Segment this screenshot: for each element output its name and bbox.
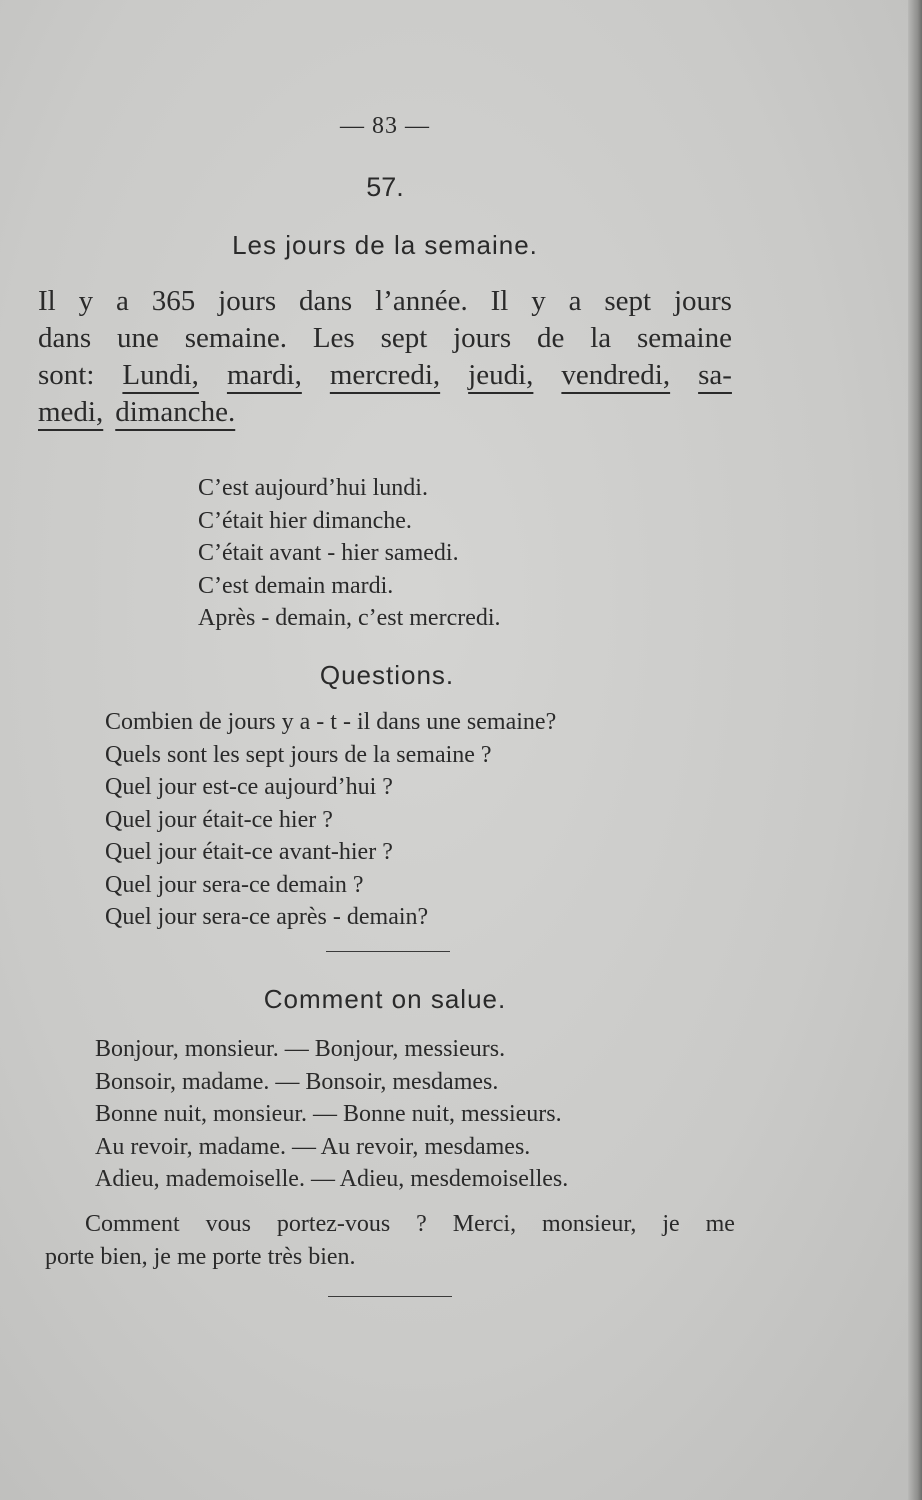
intro-word: sept: [604, 285, 652, 317]
intro-paragraph: [38, 283, 732, 431]
closing-word: vous: [205, 1211, 251, 1237]
day-jeudi: jeudi,: [468, 359, 534, 391]
closing-word: je: [662, 1211, 680, 1237]
closing-word: me: [705, 1211, 735, 1237]
intro-word: sont:: [38, 359, 95, 391]
page-edge-shadow: [908, 0, 922, 1500]
question-item: Quel jour sera-ce après - demain?: [105, 904, 429, 930]
greeting-line: Bonsoir, madame. — Bonsoir, mesdames.: [95, 1068, 499, 1095]
section-title-greetings: Comment on salue.: [263, 984, 507, 1014]
closing-word: Comment: [85, 1211, 180, 1237]
closing-word: portez-vous: [276, 1211, 391, 1237]
intro-word: dans: [299, 285, 353, 317]
day-dimanche: dimanche.: [115, 396, 236, 428]
greeting-line: Bonjour, monsieur. — Bonjour, messieurs.: [95, 1036, 506, 1062]
intro-word: Les: [312, 322, 355, 354]
intro-word: une: [117, 322, 159, 354]
closing-line-1: [45, 1208, 735, 1241]
question-item: Quel jour était-ce avant-hier ?: [105, 839, 393, 865]
sentence: C’est demain mardi.: [198, 572, 394, 599]
page-number: — 83 —: [340, 113, 430, 139]
intro-word: de: [536, 322, 565, 354]
intro-word: y: [531, 285, 546, 317]
day-mardi: mardi,: [226, 359, 302, 391]
day-vendredi: vendredi,: [561, 359, 671, 391]
section-divider: [326, 951, 450, 952]
section-title-days: Les jours de la semaine.: [232, 230, 538, 260]
intro-word: Il: [38, 285, 56, 317]
intro-word: jours: [453, 322, 512, 354]
intro-word: semaine: [636, 322, 732, 354]
intro-line-1: [38, 283, 732, 320]
intro-line-4: [38, 394, 732, 431]
day-samedi-part1: sa-: [698, 359, 732, 391]
greeting-line: Au revoir, madame. — Au revoir, mesdames.: [95, 1133, 531, 1160]
question-item: Quel jour est-ce aujourd’hui ?: [105, 774, 393, 800]
greetings-list: [95, 1033, 568, 1196]
greeting-line: Adieu, mademoiselle. — Adieu, mesdemoiselles.: [95, 1166, 569, 1192]
day-samedi-part2: medi,: [38, 396, 104, 428]
intro-word: y: [78, 285, 94, 317]
questions-title: Questions.: [319, 660, 455, 690]
questions-list: [105, 706, 556, 934]
intro-word: l’année.: [375, 285, 468, 317]
greeting-line: Bonne nuit, monsieur. — Bonne nuit, messieurs.: [95, 1101, 562, 1127]
question-item: Quel jour était-ce hier ?: [105, 806, 333, 833]
question-item: Quel jour sera-ce demain ?: [105, 871, 364, 898]
intro-word: la: [590, 322, 612, 354]
closing-paragraph: [45, 1208, 735, 1274]
day-lundi: Lundi,: [122, 359, 199, 391]
intro-word: Il: [490, 285, 509, 317]
end-divider: [328, 1296, 452, 1297]
day-mercredi: mercredi,: [329, 359, 441, 391]
sentence: Après - demain, c’est mercredi.: [198, 605, 501, 631]
sentence: C’était avant - hier samedi.: [198, 540, 459, 566]
sentence: C’est aujourd’hui lundi.: [198, 475, 428, 501]
closing-word: Merci,: [452, 1211, 517, 1237]
lesson-number: 57.: [366, 172, 404, 202]
intro-word: semaine.: [184, 322, 287, 354]
intro-word: jours: [218, 285, 277, 317]
closing-word: ?: [416, 1211, 427, 1237]
example-sentences: [198, 472, 501, 635]
intro-word: a: [116, 285, 129, 317]
closing-line-2: porte bien, je me porte très bien.: [45, 1244, 356, 1270]
intro-line-2: [38, 320, 732, 357]
closing-word: monsieur,: [542, 1211, 637, 1237]
intro-word: a: [568, 285, 582, 317]
intro-word: 365: [151, 285, 196, 317]
intro-word: sept: [380, 322, 428, 354]
intro-line-3: [38, 357, 732, 394]
intro-word: jours: [673, 285, 732, 317]
intro-word: dans: [38, 322, 92, 354]
sentence: C’était hier dimanche.: [198, 507, 412, 534]
question-item: Combien de jours y a - t - il dans une semaine?: [105, 709, 557, 735]
question-item: Quels sont les sept jours de la semaine ?: [105, 741, 492, 768]
